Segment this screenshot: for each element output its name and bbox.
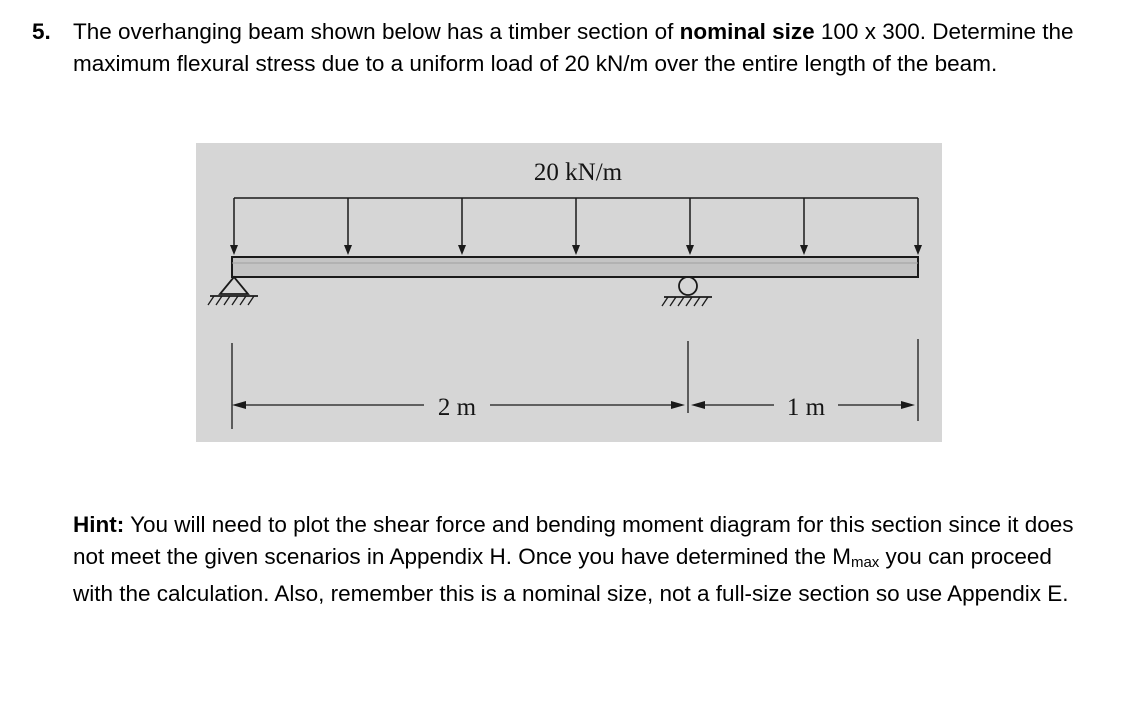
question-text-part-1: The overhanging beam shown below has a timber section of <box>73 19 680 44</box>
beam-diagram <box>196 143 942 442</box>
overhang-dimension <box>691 394 915 421</box>
load-arrows <box>230 198 922 255</box>
load-arrow-head <box>572 245 580 255</box>
pin-support <box>208 277 258 305</box>
roller-support <box>662 277 712 306</box>
hint-text-part-2: you can proceed with the calculation. Also, remember this is a nominal size, not a full-size section so use Appendix E. <box>73 543 1069 606</box>
question-text <box>73 16 1088 79</box>
hint-label: Hint: <box>73 512 125 537</box>
load-arrow-head <box>686 245 694 255</box>
hint-block <box>73 509 1083 610</box>
question-text-bold: nominal size <box>679 19 815 44</box>
load-arrow-head <box>800 245 808 255</box>
hint-text-part-1: You will need to plot the shear force and bending moment diagram for this section since it does not meet the given scenarios in Appendix H. Once you have determined the M <box>73 512 1074 569</box>
beam-figure <box>196 143 942 442</box>
roller-support-hatching <box>662 297 708 306</box>
load-arrow-head <box>458 245 466 255</box>
load-arrow-head <box>230 245 238 255</box>
pin-support-hatching <box>208 296 254 305</box>
hint-subscript: max <box>850 553 880 571</box>
load-arrow-head <box>914 245 922 255</box>
overhang-label: 1 m <box>786 394 826 421</box>
load-arrow-head <box>344 245 352 255</box>
span-dimension <box>232 394 685 421</box>
question-text-part-2: 100 x 300. Determine the maximum flexural stress due to a uniform load of 20 kN/m over the entire length of the beam. <box>73 19 1074 76</box>
beam <box>232 257 918 277</box>
load-label: 20 kN/m <box>533 159 623 186</box>
span-label: 2 m <box>437 394 477 421</box>
question-number: 5. <box>32 19 51 44</box>
